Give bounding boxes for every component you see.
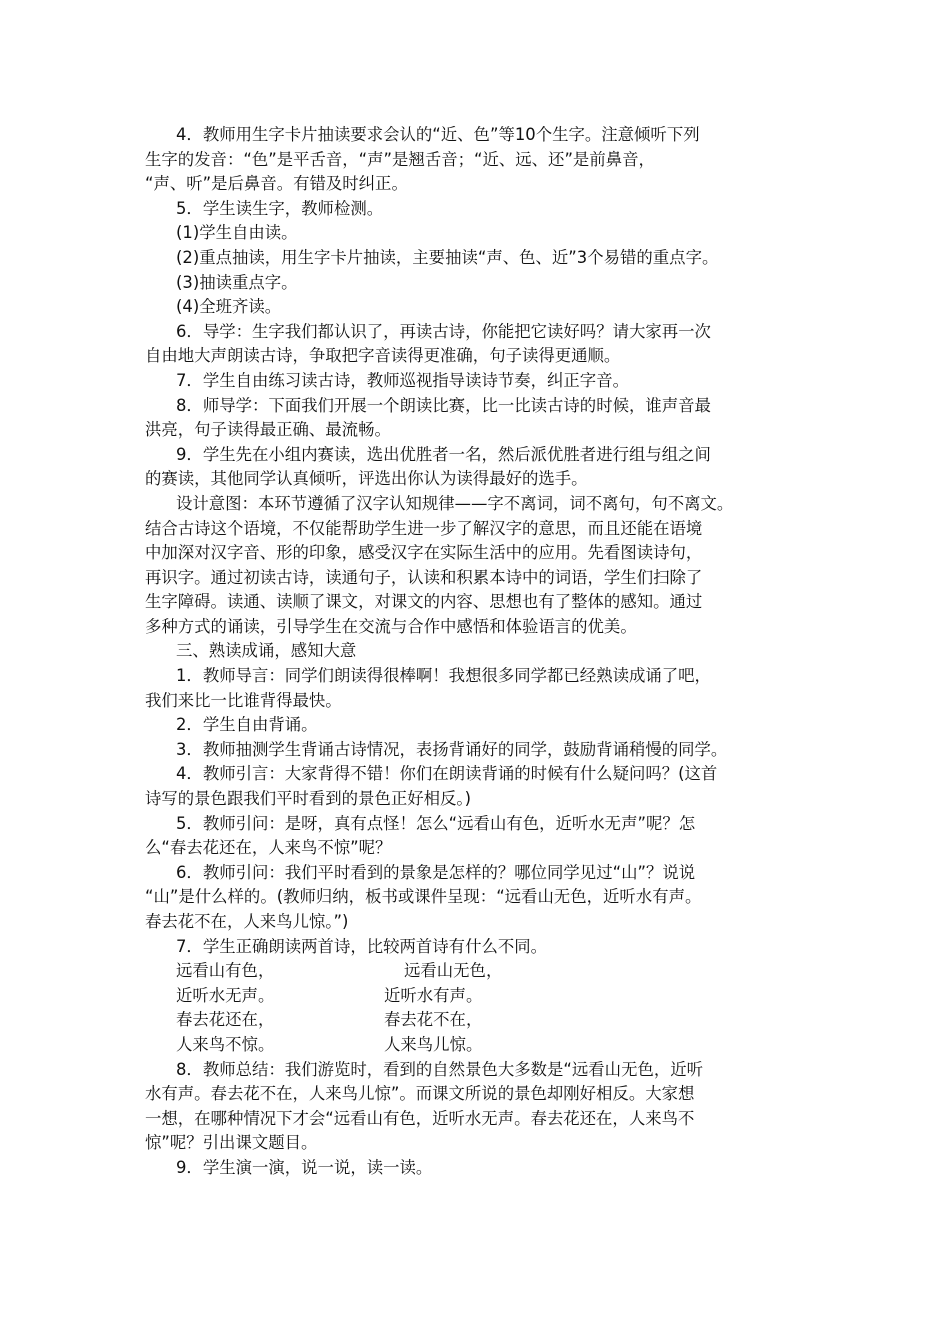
paragraph-line: 惊”呢？引出课文题目。 — [145, 1133, 318, 1153]
paragraph-line: 生字障碍。读通、读顺了课文，对课文的内容、思想也有了整体的感知。通过 — [145, 592, 703, 612]
paragraph-line: 7．学生正确朗读两首诗，比较两首诗有什么不同。 — [176, 936, 548, 956]
poem-line-original: 春去花还在， — [176, 1010, 275, 1030]
paragraph-line: 结合古诗这个语境，不仅能帮助学生进一步了解汉字的意思，而且还能在语境 — [145, 518, 703, 538]
paragraph-line: 一想，在哪种情况下才会“远看山有色，近听水无声。春去花还在，人来鸟不 — [145, 1108, 695, 1128]
paragraph-line: (3)抽读重点字。 — [176, 272, 298, 292]
poem-compare-row — [145, 1033, 825, 1058]
poem-compare-row — [145, 959, 825, 984]
poem-line-contrast: 远看山无色， — [404, 961, 503, 981]
paragraph-line: “山”是什么样的。(教师归纳，板书或课件呈现：“远看山无色，近听水有声。 — [145, 887, 702, 907]
paragraph-line: 我们来比一比谁背得最快。 — [145, 690, 342, 710]
poem-line-contrast: 近听水有声。 — [384, 985, 483, 1005]
document-body — [145, 123, 825, 1181]
poem-line-original: 近听水无声。 — [176, 985, 275, 1005]
paragraph-line: (2)重点抽读，用生字卡片抽读，主要抽读“声、色、近”3个易错的重点字。 — [176, 247, 719, 267]
paragraph-line: 4．教师用生字卡片抽读要求会认的“近、色”等10个生字。注意倾听下列 — [176, 125, 700, 144]
poem-compare-row — [145, 984, 825, 1009]
paragraph-line: 的赛读，其他同学认真倾听，评选出你认为读得最好的选手。 — [145, 469, 588, 489]
paragraph-line: 4．教师引言：大家背得不错！你们在朗读背诵的时候有什么疑问吗？(这首 — [176, 764, 718, 784]
paragraph-line: 诗写的景色跟我们平时看到的景色正好相反。) — [145, 789, 472, 809]
paragraph-line: 春去花不在，人来鸟儿惊。”) — [145, 912, 349, 931]
paragraph-line: “声、听”是后鼻音。有错及时纠正。 — [145, 174, 408, 194]
paragraph-line: 8．师导学：下面我们开展一个朗读比赛，比一比读古诗的时候，谁声音最 — [176, 395, 711, 415]
paragraph-line: (4)全班齐读。 — [176, 297, 282, 317]
paragraph-line: 生字的发音：“色”是平舌音，“声”是翘舌音；“近、远、还”是前鼻音， — [145, 149, 655, 169]
paragraph-line: 5．教师引问：是呀，真有点怪！怎么“远看山有色，近听水无声”呢？怎 — [176, 813, 696, 833]
paragraph-line: 9．学生演一演，说一说，读一读。 — [176, 1157, 433, 1177]
paragraph-line: 多种方式的诵读，引导学生在交流与合作中感悟和体验语言的优美。 — [145, 616, 637, 636]
paragraph-line: 9．学生先在小组内赛读，选出优胜者一名，然后派优胜者进行组与组之间 — [176, 444, 711, 464]
paragraph-line: 再识字。通过初读古诗，读通句子，认读和积累本诗中的词语，学生们扫除了 — [145, 567, 703, 587]
section-heading: 三、熟读成诵，感知大意 — [176, 641, 357, 661]
paragraph-line: (1)学生自由读。 — [176, 223, 298, 243]
paragraph-line: 5．学生读生字，教师检测。 — [176, 198, 384, 218]
paragraph-line: 6．教师引问：我们平时看到的景象是怎样的？哪位同学见过“山”？说说 — [176, 862, 696, 882]
poem-line-original: 人来鸟不惊。 — [176, 1034, 275, 1054]
paragraph-line: 1．教师导言：同学们朗读得很棒啊！我想很多同学都已经熟读成诵了吧， — [176, 666, 711, 686]
paragraph-line: 么“春去花还在，人来鸟不惊”呢？ — [145, 838, 392, 858]
paragraph-line: 洪亮，句子读得最正确、最流畅。 — [145, 420, 391, 440]
paragraph-line: 6．导学：生字我们都认识了，再读古诗，你能把它读好吗？请大家再一次 — [176, 321, 711, 341]
paragraph-line: 8．教师总结：我们游览时，看到的自然景色大多数是“远看山无色，近听 — [176, 1059, 704, 1079]
paragraph-line: 7．学生自由练习读古诗，教师巡视指导读诗节奏，纠正字音。 — [176, 370, 629, 390]
paragraph-line: 水有声。春去花不在，人来鸟儿惊”。而课文所说的景色却刚好相反。大家想 — [145, 1084, 695, 1104]
poem-line-contrast: 春去花不在， — [384, 1010, 483, 1030]
paragraph-line: 2．学生自由背诵。 — [176, 715, 318, 735]
poem-line-original: 远看山有色， — [176, 961, 275, 981]
paragraph-line: 自由地大声朗读古诗，争取把字音读得更准确，句子读得更通顺。 — [145, 346, 621, 366]
paragraph-line: 设计意图：本环节遵循了汉字认知规律——字不离词，词不离句，句不离文。 — [176, 493, 734, 513]
poem-compare-row — [145, 1008, 825, 1033]
paragraph-line: 中加深对汉字音、形的印象，感受汉字在实际生活中的应用。先看图读诗句， — [145, 543, 703, 563]
paragraph-line: 3．教师抽测学生背诵古诗情况，表扬背诵好的同学，鼓励背诵稍慢的同学。 — [176, 739, 728, 759]
poem-line-contrast: 人来鸟儿惊。 — [384, 1034, 483, 1054]
